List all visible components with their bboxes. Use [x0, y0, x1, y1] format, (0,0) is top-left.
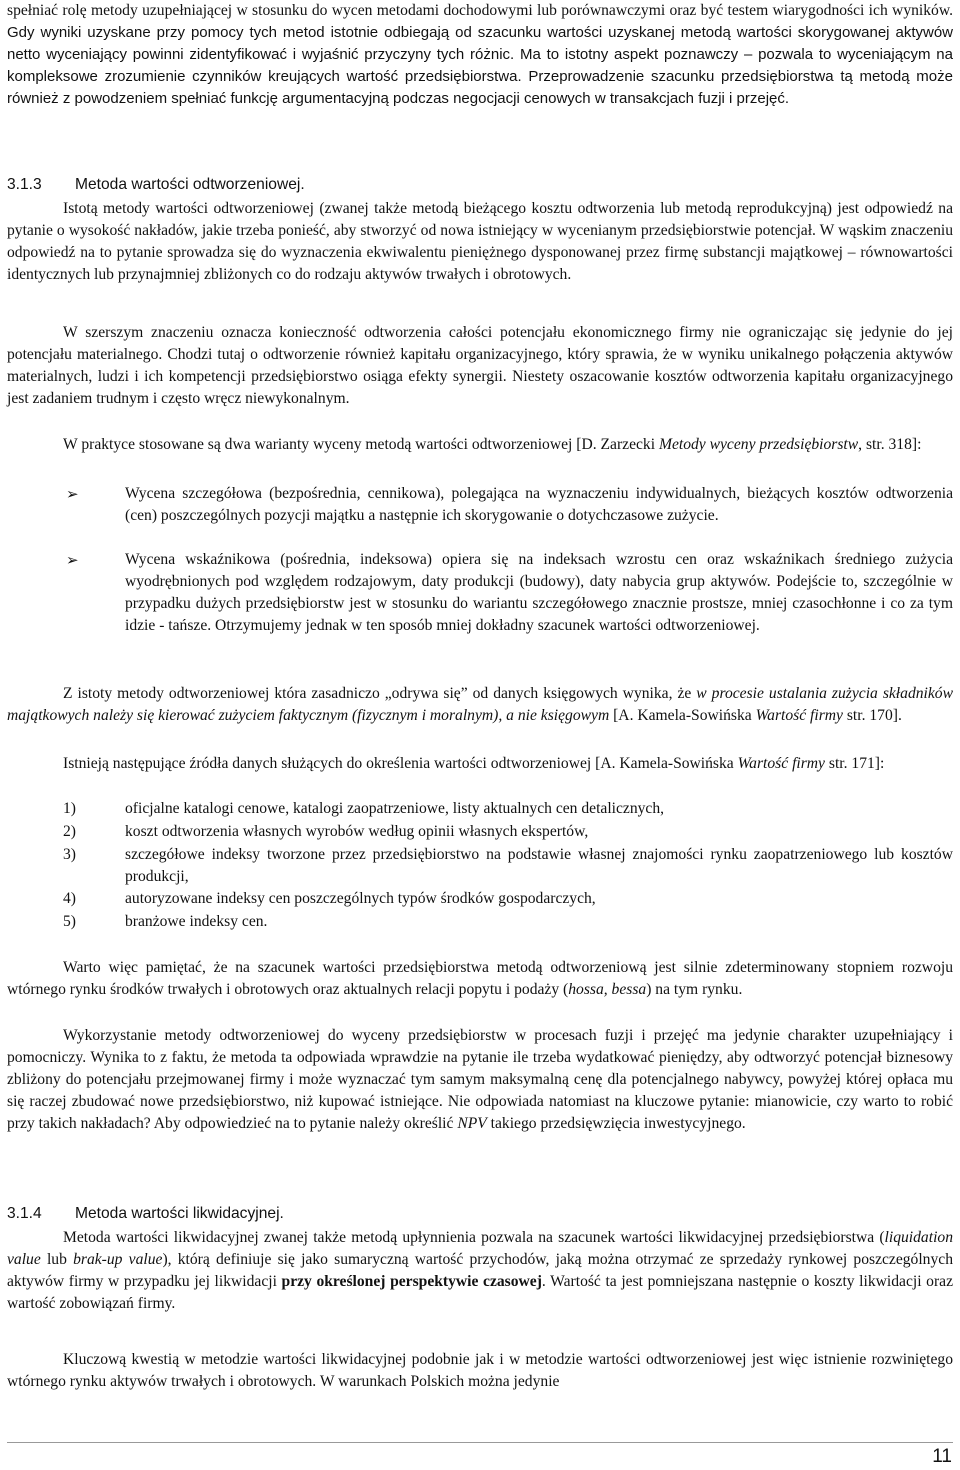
list-item: oficjalne katalogi cenowe, katalogi zaopatrzeniowe, listy aktualnych cen detalicznych,	[125, 800, 665, 817]
footer-divider	[7, 1442, 953, 1443]
paragraph-istoty: Z istoty metody odtworzeniowej która zasadniczo „odrywa się” od danych księgowych wynika, że w procesie ustalania zużycia składników majątkowych należy się kierować zużyciem faktycznym (fizycznym i moralnym), a nie księgowym [A. Kamela-Sowińska Wartość firmy str. 170].	[7, 685, 953, 724]
page-number: 11	[932, 1446, 952, 1467]
paragraph-szerszym: W szerszym znaczeniu oznacza konieczność odtworzenia całości potencjału ekonomicznego firmy nie ograniczając się jedynie do jej potencjału materialnego. Chodzi tutaj o odtworzenie również kapitału organizacyjnego, który sprawia, że w wyniku unikalnego połączenia aktywów materialnych, ludzi i ich kompetencji przedsiębiorstwo osiąga efekty synergii. Niestety oszacowanie kosztów odtworzenia kapitału organizacyjnego jest zadaniem trudnym i często wręcz niewykonalnym.	[7, 324, 953, 407]
section-heading-3-1-4: 3.1.4 Metoda wartości likwidacyjnej.	[7, 1205, 284, 1222]
paragraph-istota: Istotą metody wartości odtworzeniowej (zwanej także metodą bieżącego kosztu odtworzenia lub metodą reprodukcyjną) jest odpowiedź na pytanie o wysokość nakładów, jakie trzeba ponieść, aby stworzyć od nowa istniejący w wycenianym przedsiębiorstwie potencjał. W wąskim znaczeniu odpowiedź na to pytanie sprowadza się do wyznaczenia ekwiwalentu pieniężnego dysponowanej przez firmę substancji majątkowej – równowartości identycznych lub przynajmniej zbliżonych co do rodzaju aktywów trwałych i obrotowych.	[7, 200, 953, 283]
section-heading-3-1-3: 3.1.3 Metoda wartości odtworzeniowej.	[7, 176, 305, 193]
list-item-number: 4)	[63, 890, 76, 907]
list-item: autoryzowane indeksy cen poszczególnych typów środków gospodarczych,	[125, 890, 596, 907]
list-item: szczegółowe indeksy tworzone przez przedsiębiorstwo na podstawie własnej znajomości rynku zaopatrzeniowego lub kosztów produkcji,	[125, 846, 953, 885]
paragraph-kluczowa: Kluczową kwestią w metodzie wartości likwidacyjnej podobnie jak i w metodzie wartości odtworzeniowej jest więc istnienie rozwiniętego wtórnego rynku aktywów trwałych i obrotowych. W warunkach Polskich można jedynie	[7, 1351, 953, 1390]
paragraph-wykorzystanie: Wykorzystanie metody odtworzeniowej do wyceny przedsiębiorstw w procesach fuzji i przejęć ma jedynie charakter uzupełniający i pomocniczy. Wynika to z faktu, że metoda ta odpowiada wprawdzie na pytanie ile trzeba wydatkować pieniędzy, aby odtworzyć potencjał biznesowy zbliżony do potencjału przejmowanej firmy i może wyznaczać tym samym maksymalną cenę dla potencjalnego nabywcy, powyżej której opłaca mu się raczej zbudować nowe przedsiębiorstwo, niż kupować istniejące. Nie odpowiada natomiast na kluczowe pytanie: mianowicie, czy warto to robić przy takich nakładach? Aby odpowiedzieć na to pytanie należy określić NPV takiego przedsięwzięcia inwestycyjnego.	[7, 1027, 953, 1132]
paragraph-warianty: W praktyce stosowane są dwa warianty wyceny metodą wartości odtworzeniowej [D. Zarzecki Metody wyceny przedsiębiorstw, str. 318]:	[63, 436, 922, 453]
bullet-item-szczegolowa: Wycena szczegółowa (bezpośrednia, cennikowa), polegająca na wyznaczeniu indywidualnych, bieżących kosztów odtworzenia (cen) poszczególnych pozycji majątku a następnie ich skorygowanie o dotychczasowe zużycie.	[125, 485, 953, 524]
bullet-item-wskaznikowa: Wycena wskaźnikowa (pośrednia, indeksowa) opiera się na indeksach wzrostu cen oraz wskaźnikach średniego zużycia wyodrębnionych pod względem rodzajowym, daty produkcji (budowy), daty nabycia grup aktywów. Podejście to, szczególnie w przypadku dużych przedsiębiorstw jest w stosunku do wariantu szczegółowego znacznie prostsze, mniej czasochłonne i co za tym idzie - tańsze. Otrzymujemy jednak w ten sposób mniej dokładny szacunek wartości odtworzeniowej.	[125, 551, 953, 634]
list-item-number: 2)	[63, 823, 76, 840]
list-item-number: 1)	[63, 800, 76, 817]
list-item: branżowe indeksy cen.	[125, 913, 268, 930]
arrow-bullet-icon: ➢	[66, 551, 79, 569]
list-item-number: 5)	[63, 913, 76, 930]
paragraph-likwidacyjnej: Metoda wartości likwidacyjnej zwanej także metodą upłynnienia pozwala na szacunek wartości likwidacyjnej przedsiębiorstwa (liquidation value lub brak-up value), którą definiuje się jako sumaryczną wartość przychodów, jaką można otrzymać ze sprzedaży rynkowej poszczególnych aktywów firmy w przypadku jej likwidacji przy określonej perspektywie czasowej. Wartość ta jest pomniejszana następnie o koszty likwidacji oraz wartość zobowiązań firmy.	[7, 1229, 953, 1312]
list-item: koszt odtworzenia własnych wyrobów według opinii własnych ekspertów,	[125, 823, 589, 840]
arrow-bullet-icon: ➢	[66, 485, 79, 503]
paragraph-zrodla: Istnieją następujące źródła danych służących do określenia wartości odtworzeniowej [A. Kamela-Sowińska Wartość firmy str. 171]:	[63, 755, 885, 772]
list-item-number: 3)	[63, 846, 76, 863]
paragraph-warto: Warto więc pamiętać, że na szacunek wartości przedsiębiorstwa metodą odtworzeniową jest silnie zdeterminowany stopniem rozwoju wtórnego rynku środków trwałych i obrotowych oraz aktualnych relacji popytu i podaży (hossa, bessa) na tym rynku.	[7, 959, 953, 998]
intro-paragraph: spełniać rolę metody uzupełniającej w stosunku do wycen metodami dochodowymi lub porównawczymi oraz być testem wiarygodności ich wyników. Gdy wyniki uzyskane przy pomocy tych metod istotnie odbiegają od szacunku wartości uzyskanej metodą wartości skorygowanej aktywów netto wyceniający powinni zidentyfikować i wyjaśnić przyczyny tych różnic. Ma to istotny aspekt poznawczy – pozwala to wyceniającym na kompleksowe zrozumienie czynników kreujących wartość przedsiębiorstwa. Przeprowadzenie szacunku przedsiębiorstwa tą metodą może również z powodzeniem spełniać funkcję argumentacyjną podczas negocjacji cenowych w transakcjach fuzji i przejęć.	[7, 2, 953, 107]
